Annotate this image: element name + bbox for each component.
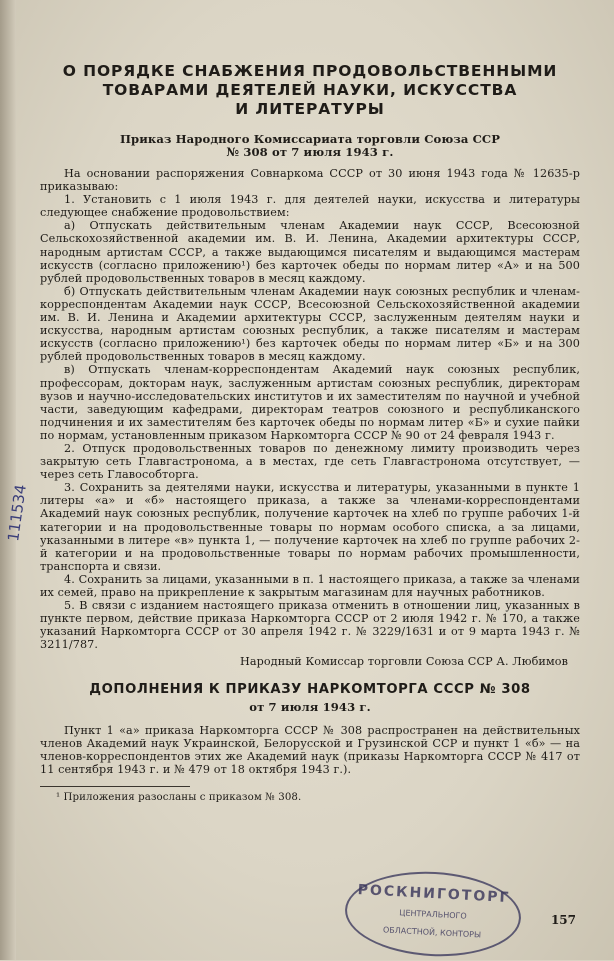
document-title [40,62,580,119]
order-heading-line: № 308 от 7 июля 1943 г. [226,145,394,159]
page-number: 157 [550,913,576,927]
stamp-line: РОСКНИГОТОРГ [357,882,511,907]
paragraph-item-4: 4. Сохранить за лицами, указанными в п. 1 настоящего приказа, а также за членами их семей, право на прикрепление к закрытым магазинам для научных работников. [40,572,580,599]
paragraph-item-1: 1. Установить с 1 июля 1943 г. для деятелей науки, искусства и литературы следующее снабжение продовольствием: [40,193,580,220]
signature: Народный Комиссар торговли Союза ССР А. Любимов [239,655,568,669]
order-heading-line: Приказ Народного Комиссариата торговли Союза ССР [119,132,501,146]
paragraph-item-1v: в) Отпускать членам-корреспондентам Академий наук союзных республик, профессорам, докторам наук, заслуженным артистам союзных республик, директорам вузов и научно-исследовательских институтов и их заместителям по научной и учебной части, заведующим кафедрами, директорам театров союзного и республиканского подчинения и их заместителям без карточек обеды по нормам литер «Б» и сухие пайки по нормам, установленным приказом Наркомторга СССР № 90 от 24 февраля 1943 г. [40,363,580,442]
paragraph-item-5: 5. В связи с изданием настоящего приказа отменить в отношении лиц, указанных в пункте первом, действие приказа Наркомторга СССР от 2 июля 1942 г. № 170, а также указаний Наркомторга СССР от 30 апреля 1942 г. № 3229/1631 и от 9 марта 1943 г. № 3211/787. [40,599,580,652]
order-heading [40,133,580,159]
title-line: О ПОРЯДКЕ СНАБЖЕНИЯ ПРОДОВОЛЬСТВЕННЫМИ [62,62,558,80]
supplement-date: от 7 июля 1943 г. [249,699,371,714]
book-spine-shadow [0,0,16,960]
paragraph-item-3: 3. Сохранить за деятелями науки, искусства и литературы, указанными в пункте 1 литеры «а» и «б» настоящего приказа, а также за членами-корреспондентами Академий наук союзных республик, получение карточек на хлеб по группе рабочих 1-й категории и на продовольственные товары по нормам особого списка, а за лицами, указанными в литере «в» пункта 1, — получение карточек на хлеб по группе рабочих 2-й категории и на продовольственные товары по нормам рабочих промышленности, транспорта и связи. [40,481,580,573]
stamp-line: ОБЛАСТНОЙ, КОНТОРЫ [382,925,482,940]
title-line: ТОВАРАМИ ДЕЯТЕЛЕЙ НАУКИ, ИСКУССТВА [102,81,518,99]
supplement-title: ДОПОЛНЕНИЯ К ПРИКАЗУ НАРКОМТОРГА СССР № 308 [89,681,531,697]
footnote-divider [40,786,190,787]
stamp-line: ЦЕНТРАЛЬНОГО [399,908,467,921]
library-stamp [343,867,523,960]
paragraph-item-1a: а) Отпускать действительным членам Академии наук СССР, Всесоюзной Сельскохозяйственной академии им. В. И. Ленина, Академии архитектуры СССР, народным артистам СССР, а также выдающимся писателям и выдающимся мастерам искусств (согласно приложению¹) без карточек обеды по нормам литер «А» и на 500 рублей продовольственных товаров в месяц каждому. [40,219,580,285]
handwritten-margin-number: 111534 [4,483,30,543]
document-body [40,55,580,804]
paragraph-preamble: На основании распоряжения Совнаркома СССР от 30 июня 1943 года № 12635-р приказываю: [40,167,580,194]
supplement-paragraph: Пункт 1 «а» приказа Наркомторга СССР № 308 распространен на действительных членов Академий наук Украинской, Белорусской и Грузинской ССР и пункт 1 «б» — на членов-корреспондентов этих же Академий наук (приказы Наркомторга СССР № 417 от 11 сентября 1943 г. и № 479 от 18 октября 1943 г.). [40,723,580,777]
footnote: ¹ Приложения разосланы с приказом № 308. [56,792,302,804]
paragraph-item-1b: б) Отпускать действительным членам Академии наук союзных республик и членам-корреспондентам Академии наук СССР, Всесоюзной Сельскохозяйственной академии им. В. И. Ленина и Академии архитектуры СССР, заслуженным деятелям науки и искусства, народным артистам союзных республик, а также писателям и мастерам искусств (согласно приложению¹) без карточек обеды по нормам литер «Б» и на 300 рублей продовольственных товаров в месяц каждому. [40,284,580,364]
title-line: И ЛИТЕРАТУРЫ [235,100,385,118]
paragraph-item-2: 2. Отпуск продовольственных товаров по денежному лимиту производить через закрытую сеть Главгастронома, а в местах, где сеть Главгастронома отсутствует, — через сеть Главособторга. [40,441,580,482]
